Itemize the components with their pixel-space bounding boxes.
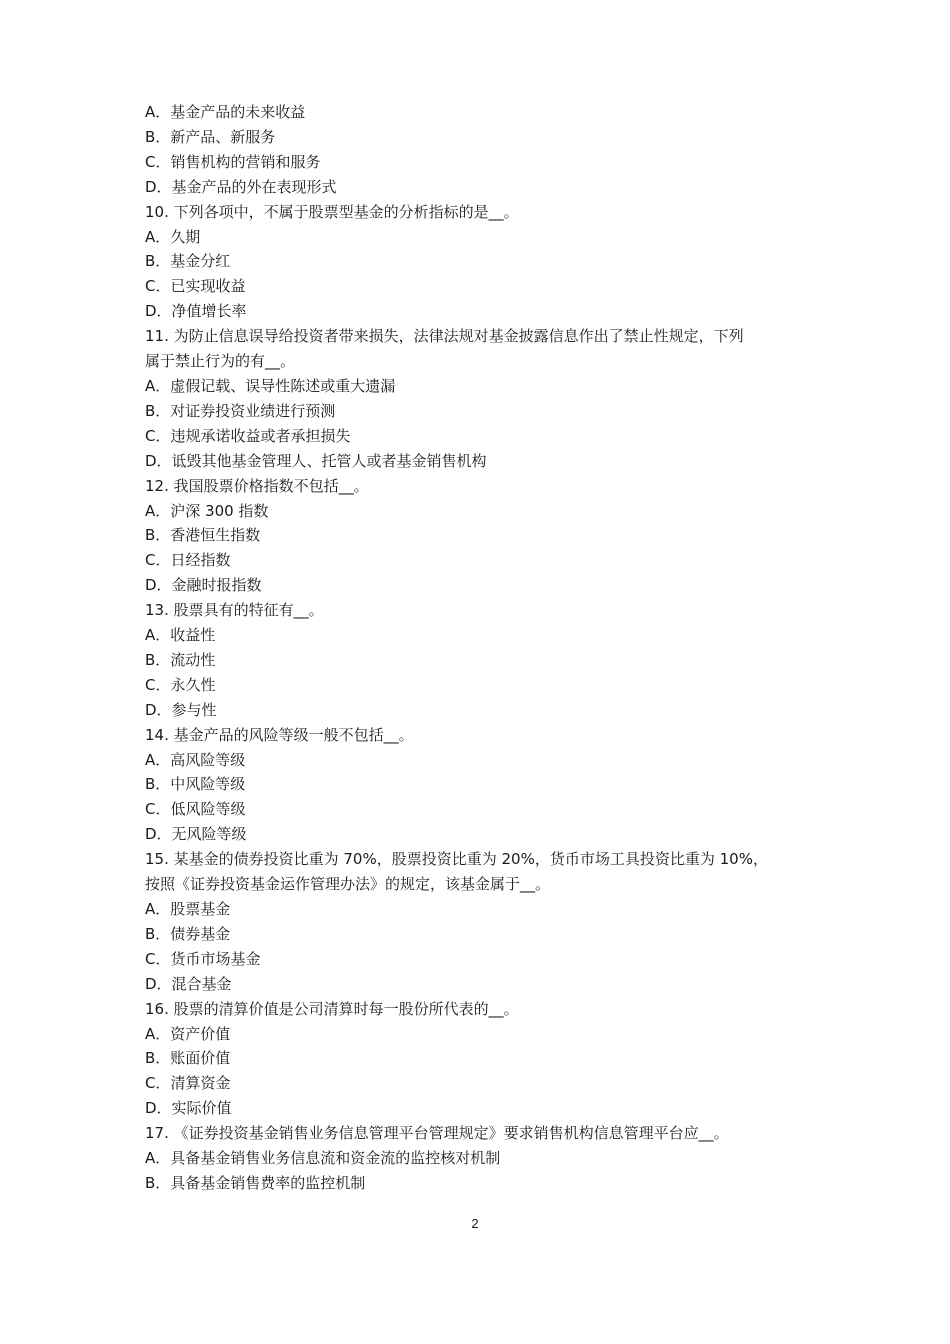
option-line: B．对证券投资业绩进行预测 <box>145 401 336 420</box>
question-line: 10. 下列各项中，不属于股票型基金的分析指标的是__。 <box>145 202 519 221</box>
option-line: C．违规承诺收益或者承担损失 <box>145 426 351 445</box>
option-line: B．基金分红 <box>145 252 231 271</box>
option-line: C．永久性 <box>145 675 216 694</box>
option-line: D．无风险等级 <box>145 825 247 844</box>
option-line: B．具备基金销售费率的监控机制 <box>145 1173 366 1192</box>
option-line: C．销售机构的营销和服务 <box>145 152 321 171</box>
option-line: A．久期 <box>145 227 201 246</box>
option-line: A．具备基金销售业务信息流和资金流的监控核对机制 <box>145 1149 501 1168</box>
question-line: 11. 为防止信息误导给投资者带来损失，法律法规对基金披露信息作出了禁止性规定，下列 <box>145 327 744 346</box>
option-line: D．基金产品的外在表现形式 <box>145 177 337 196</box>
option-line: B．流动性 <box>145 650 216 669</box>
option-line: A．资产价值 <box>145 1024 231 1043</box>
option-line: B．账面价值 <box>145 1049 231 1068</box>
option-line: C．已实现收益 <box>145 277 246 296</box>
question-line: 12. 我国股票价格指数不包括__。 <box>145 476 369 495</box>
option-line: D．实际价值 <box>145 1099 232 1118</box>
option-line: D．混合基金 <box>145 974 232 993</box>
option-line: A．虚假记载、误导性陈述或重大遗漏 <box>145 376 396 395</box>
option-line: A．股票基金 <box>145 900 231 918</box>
question-line: 15. 某基金的债券投资比重为 70%，股票投资比重为 20%，货币市场工具投资比重为 10%， <box>145 850 768 869</box>
document-body <box>145 100 825 1196</box>
page-number: 2 <box>471 1216 479 1231</box>
question-line-continued: 属于禁止行为的有__。 <box>145 352 296 371</box>
option-line: D．净值增长率 <box>145 302 247 321</box>
option-line: A．沪深 300 指数 <box>145 501 269 520</box>
option-line: B．新产品、新服务 <box>145 127 276 146</box>
question-line: 17. 《证券投资基金销售业务信息管理平台管理规定》要求销售机构信息管理平台应__。 <box>145 1124 729 1143</box>
option-line: D．参与性 <box>145 700 217 719</box>
option-line: C．低风险等级 <box>145 800 246 819</box>
option-line: A．基金产品的未来收益 <box>145 103 306 121</box>
option-line: A．高风险等级 <box>145 750 246 769</box>
option-line: B．债券基金 <box>145 924 231 943</box>
question-line: 13. 股票具有的特征有__。 <box>145 601 324 620</box>
option-line: B．中风险等级 <box>145 775 246 794</box>
option-line: C．日经指数 <box>145 551 231 570</box>
option-line: D．诋毁其他基金管理人、托管人或者基金销售机构 <box>145 451 487 470</box>
option-line: A．收益性 <box>145 626 216 645</box>
question-line-continued: 按照《证券投资基金运作管理办法》的规定，该基金属于__。 <box>145 875 551 894</box>
question-line: 16. 股票的清算价值是公司清算时每一股份所代表的__。 <box>145 999 519 1018</box>
option-line: D．金融时报指数 <box>145 576 262 595</box>
question-line: 14. 基金产品的风险等级一般不包括__。 <box>145 725 414 744</box>
option-line: B．香港恒生指数 <box>145 526 261 545</box>
option-line: C．货币市场基金 <box>145 949 261 968</box>
option-line: C．清算资金 <box>145 1074 231 1093</box>
